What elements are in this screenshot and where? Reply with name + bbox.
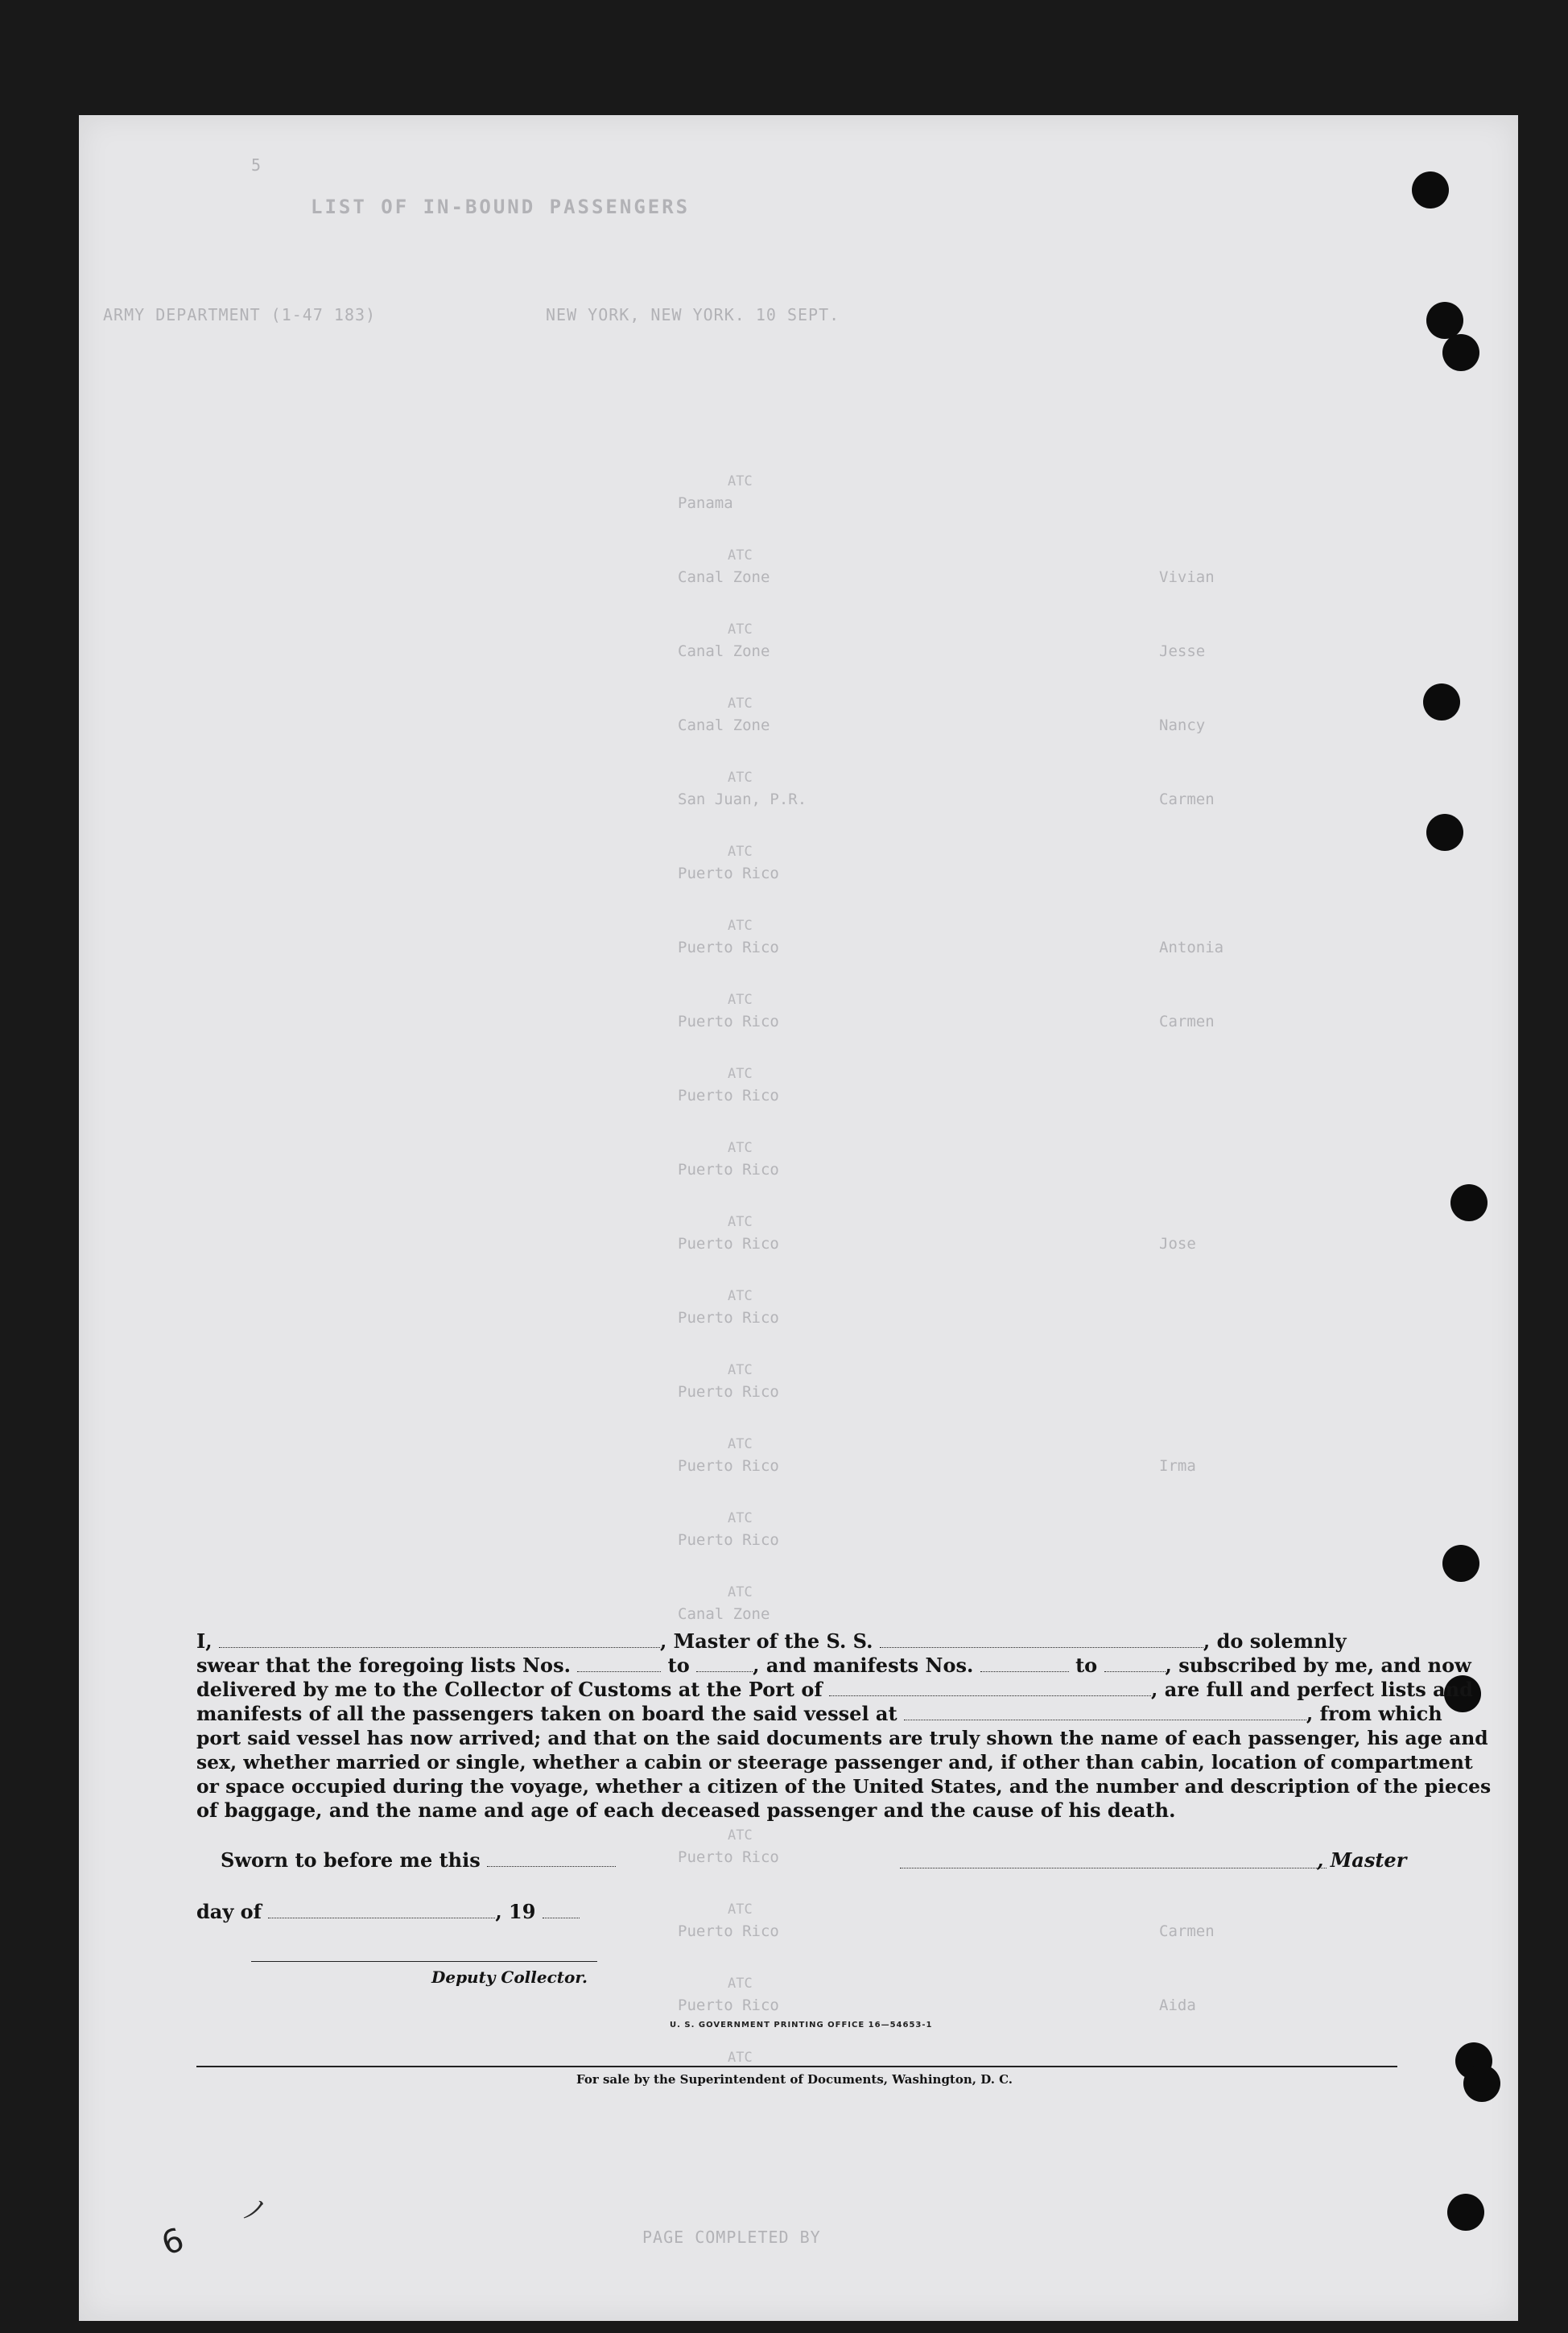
oath-line-8: of baggage, and the name and age of each deceased passenger and the cause of his death. [196,1798,1176,1822]
sworn-date-blank[interactable] [487,1852,616,1867]
faint-entry-place: Panama [678,494,733,512]
faint-entry-place: Canal Zone [678,716,770,734]
punch-hole [1447,2194,1484,2231]
faint-entry-name: Antonia [1159,939,1224,956]
for-sale-imprint: For sale by the Superintendent of Documents, Washington, D. C. [576,2072,1013,2087]
punch-hole [1412,171,1449,209]
deputy-collector-signature-line[interactable] [251,1961,597,1962]
handwritten-number-mark: 6 [156,2221,189,2263]
faint-entry-name: Vivian [1159,568,1215,586]
port-blank[interactable] [829,1681,1151,1696]
faint-entry-name: Carmen [1159,791,1215,808]
oath-line-3: delivered by me to the Collector of Customs at the Port of , are full and perfect lists and [196,1678,1473,1701]
faint-entry-code: ATC [728,1288,753,1304]
master-name-blank[interactable] [219,1633,660,1648]
punch-hole [1423,683,1460,721]
faint-entry-place: Canal Zone [678,1605,770,1623]
manifests-from-blank[interactable] [980,1657,1069,1672]
faint-entry-place: Puerto Rico [678,1383,779,1401]
faint-entry-name: Carmen [1159,1013,1215,1030]
faint-entry-place: Puerto Rico [678,865,779,882]
faint-entry-place: Canal Zone [678,568,770,586]
oath-line-6: sex, whether married or single, whether a cabin or steerage passenger and, if other than cabin, location of compartment [196,1751,1473,1773]
oath-line-2: swear that the foregoing lists Nos. to , and manifests Nos. to , subscribed by me, and now [196,1654,1471,1677]
faint-entry-code: ATC [728,1976,753,1992]
faint-page-number: 5 [251,155,262,175]
faint-left-line: ARMY DEPARTMENT (1-47 183) [103,305,377,324]
faint-entry-code: ATC [728,992,753,1008]
oath-line-7: or space occupied during the voyage, whether a citizen of the United States, and the number and description of the pieces [196,1775,1492,1798]
oath-paragraph [196,1629,1492,1823]
faint-entry-place: Puerto Rico [678,1457,779,1475]
handwritten-tick-mark: ノ [238,2192,271,2229]
punch-hole [1450,1184,1488,1221]
sworn-line: Sworn to before me this [221,1848,616,1872]
lists-from-blank[interactable] [577,1657,661,1672]
faint-footer-line: PAGE COMPLETED BY [642,2228,821,2247]
faint-entry-place: Puerto Rico [678,1996,779,2014]
faint-entry-place: Canal Zone [678,642,770,660]
embarkation-port-blank[interactable] [904,1705,1306,1720]
year-blank[interactable] [543,1903,580,1918]
faint-entry-name: Jesse [1159,642,1206,660]
oath-line-4: manifests of all the passengers taken on board the said vessel at , from which [196,1702,1442,1725]
faint-entry-place: Puerto Rico [678,1848,779,1866]
faint-entry-name: Nancy [1159,716,1206,734]
faint-entry-code: ATC [728,844,753,860]
punch-hole [1442,334,1479,371]
manifests-to-blank[interactable] [1104,1657,1166,1672]
faint-entry-place: Puerto Rico [678,1087,779,1105]
punch-hole [1426,814,1463,851]
faint-entry-code: ATC [728,1140,753,1156]
oath-line-5: port said vessel has now arrived; and that on the said documents are truly shown the name of each passenger, his age and [196,1727,1488,1749]
deputy-collector-label: Deputy Collector. [431,1968,588,1987]
faint-entry-code: ATC [728,1214,753,1230]
oath-line-1: I, , Master of the S. S. , do solemnly [196,1629,1347,1653]
footer-rule [196,2066,1397,2067]
faint-entry-code: ATC [728,1510,753,1526]
punch-hole [1426,302,1463,339]
faint-entry-name: Carmen [1159,1922,1215,1940]
day-of-line: day of , 19 [196,1900,580,1923]
faint-entry-code: ATC [728,2050,753,2066]
faint-entry-code: ATC [728,1584,753,1600]
day-of-blank[interactable] [268,1903,495,1918]
faint-entry-place: Puerto Rico [678,1309,779,1327]
faint-entry-code: ATC [728,918,753,934]
lists-to-blank[interactable] [696,1657,753,1672]
faint-entry-place: Puerto Rico [678,1235,779,1253]
faint-entry-place: Puerto Rico [678,1161,779,1179]
vessel-name-blank[interactable] [880,1633,1203,1648]
master-label: , Master [1317,1848,1407,1872]
faint-entry-place: Puerto Rico [678,1531,779,1549]
faint-entry-name: Jose [1159,1235,1196,1253]
faint-entry-place: Puerto Rico [678,1013,779,1030]
faint-entry-place: Puerto Rico [678,939,779,956]
punch-hole [1442,1545,1479,1582]
faint-route-line: NEW YORK, NEW YORK. 10 SEPT. [546,305,840,324]
faint-entry-name: Aida [1159,1996,1196,2014]
faint-entry-code: ATC [728,473,753,489]
faint-entry-code: ATC [728,1901,753,1918]
faint-list-title: LIST OF IN-BOUND PASSENGERS [311,196,691,218]
faint-entry-code: ATC [728,1827,753,1844]
faint-entry-place: San Juan, P.R. [678,791,807,808]
manifest-page [79,115,1518,2321]
faint-entry-code: ATC [728,547,753,564]
faint-entry-code: ATC [728,621,753,638]
faint-entry-code: ATC [728,696,753,712]
gpo-imprint: U. S. GOVERNMENT PRINTING OFFICE 16—54653-1 [670,2021,933,2030]
punch-hole [1463,2065,1500,2102]
faint-entry-code: ATC [728,770,753,786]
faint-entry-place: Puerto Rico [678,1922,779,1940]
faint-entry-code: ATC [728,1436,753,1452]
master-signature-blank[interactable] [900,1848,1327,1868]
faint-entry-name: Irma [1159,1457,1196,1475]
faint-entry-code: ATC [728,1362,753,1378]
faint-entry-code: ATC [728,1066,753,1082]
